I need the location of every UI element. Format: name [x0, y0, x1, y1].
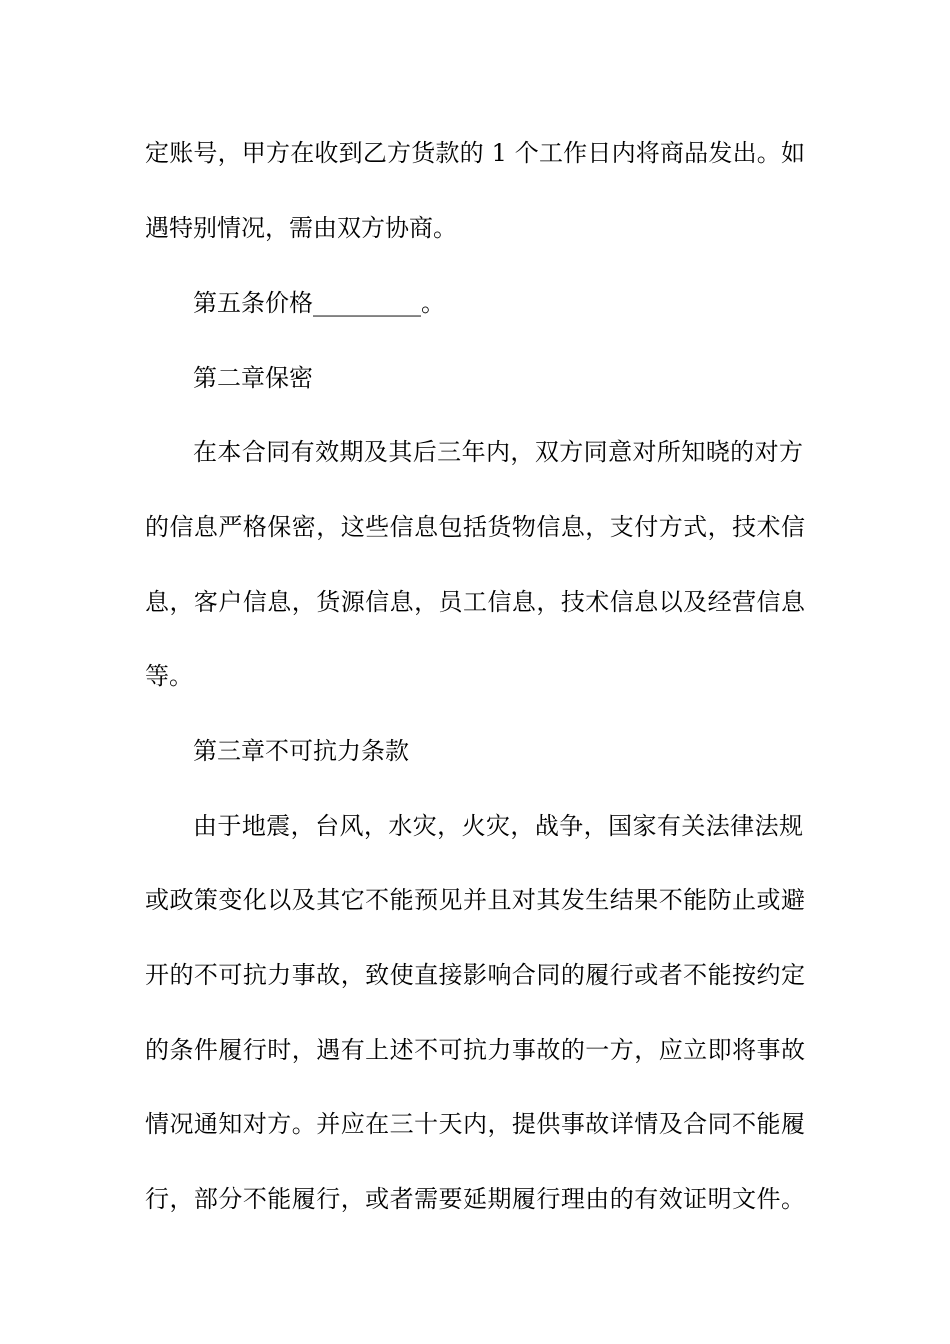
text-line: 行，部分不能履行，或者需要延期履行理由的有效证明文件。 — [145, 1185, 805, 1213]
text-line: 息，客户信息，货源信息，员工信息，技术信息以及经营信息 — [145, 588, 805, 616]
text-line: 的信息严格保密，这些信息包括货物信息，支付方式，技术信 — [145, 513, 805, 541]
text-line: 的条件履行时，遇有上述不可抗力事故的一方，应立即将事故 — [145, 1036, 805, 1064]
text-line: 定账号，甲方在收到乙方货款的 1 个工作日内将商品发出。如 — [145, 139, 805, 167]
text-line: 开的不可抗力事故，致使直接影响合同的履行或者不能按约定 — [145, 961, 805, 989]
text-line: 遇特别情况，需由双方协商。 — [145, 214, 457, 242]
chapter-heading: 第二章保密 — [193, 364, 313, 392]
chapter-heading: 第三章不可抗力条款 — [193, 737, 409, 765]
text-line: 在本合同有效期及其后三年内，双方同意对所知晓的对方 — [193, 438, 803, 466]
text-line: 由于地震，台风，水灾，火灾，战争，国家有关法律法规 — [193, 812, 803, 840]
text-line: 情况通知对方。并应在三十天内，提供事故详情及合同不能履 — [145, 1110, 805, 1138]
section-heading: 第五条价格_________。 — [193, 289, 445, 317]
text-line: 或政策变化以及其它不能预见并且对其发生结果不能防止或避 — [145, 886, 805, 914]
text-line: 等。 — [145, 662, 193, 690]
